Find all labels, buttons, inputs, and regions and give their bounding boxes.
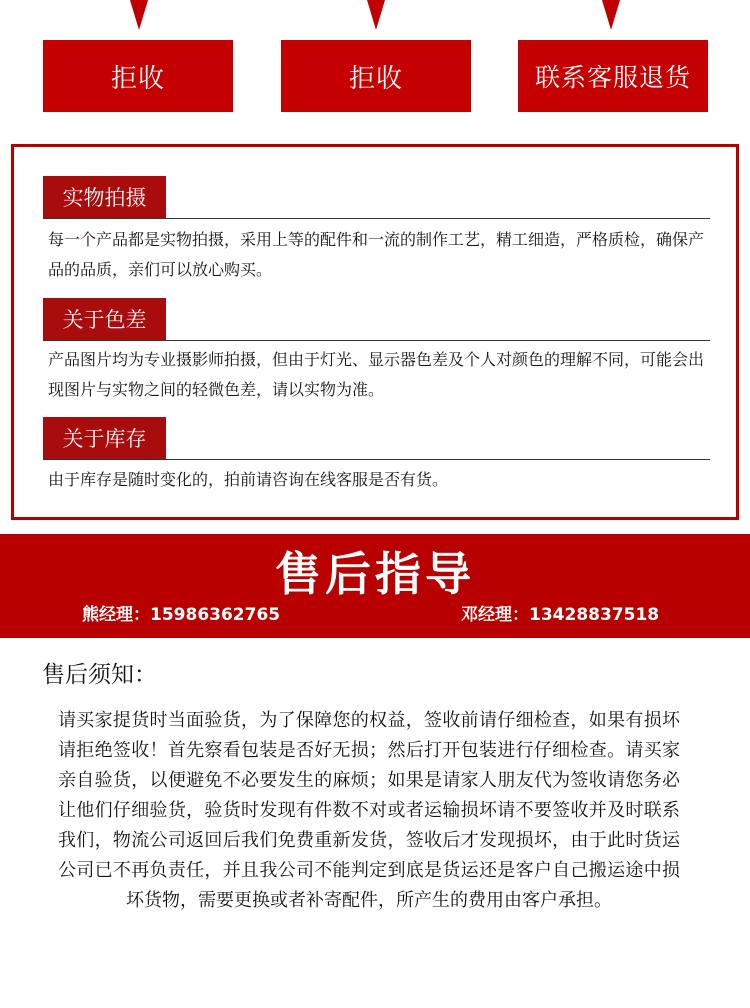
section-text-real-photo: 每一个产品都是实物拍摄，采用上等的配件和一流的制作工艺，精工细造，严格质检，确保产品的品质，亲们可以放心购买。 (48, 230, 705, 279)
section-text-color-difference: 产品图片均为专业摄影师拍摄，但由于灯光、显示器色差及个人对颜色的理解不同，可能会出现图片与实物之间的轻微色差，请以实物为准。 (48, 350, 705, 399)
after-sales-guide-title: 售后指导 (275, 547, 475, 601)
down-arrow-icon (602, 0, 620, 30)
section-divider (43, 459, 710, 460)
contact-manager-xiong: 熊经理：15986362765 (82, 605, 281, 625)
section-divider (43, 218, 710, 219)
product-notice-box (11, 144, 739, 520)
section-tag-stock: 关于库存 (43, 417, 166, 459)
down-arrow-icon (130, 0, 148, 30)
section-divider (43, 340, 710, 341)
contact-manager-deng: 邓经理：13428837518 (461, 605, 660, 625)
reject-button[interactable]: 拒收 (281, 40, 471, 112)
section-tag-color-difference: 关于色差 (43, 298, 166, 340)
section-tag-real-photo: 实物拍摄 (43, 176, 166, 218)
after-sales-guide-band (0, 534, 750, 638)
reject-button[interactable]: 拒收 (43, 40, 233, 112)
section-text-stock: 由于库存是随时变化的，拍前请咨询在线客服是否有货。 (48, 470, 449, 489)
contact-service-return-button[interactable]: 联系客服退货 (518, 40, 708, 112)
after-sales-notice-title: 售后须知： (42, 662, 157, 688)
down-arrow-icon (367, 0, 385, 30)
after-sales-notice-body: 请买家提货时当面验货，为了保障您的权益，签收前请仔细检查，如果有损坏请拒绝签收！首先察看包装是否好无损；然后打开包装进行仔细检查。请买家亲自验货，以便避免不必要发生的麻烦；如果是请家人朋友代为签收请您务必让他们仔细验货，验货时发现有件数不对或者运输损坏请不要签收并及时联系我们，物流公司返回后我们免费重新发货，签收后才发现损坏，由于此时货运公司已不再负责任，并且我公司不能判定到底是货运还是客户自己搬运途中损坏货物，需要更换或者补寄配件，所产生的费用由客户承担。 (58, 710, 680, 911)
